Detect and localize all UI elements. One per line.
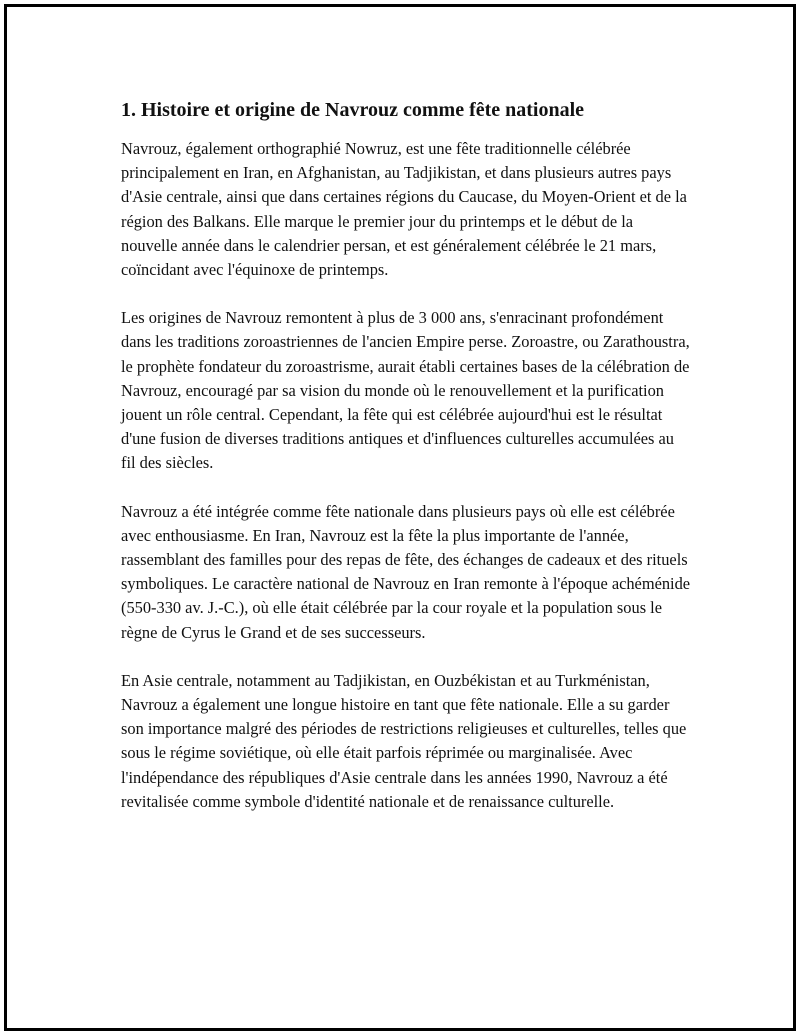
paragraph: Navrouz, également orthographié Nowruz, est une fête traditionnelle célébrée principalement en Iran, en Afghanistan, au Tadjikistan, et dans plusieurs autres pays d'Asie centrale, ainsi que dans certaines régions du Caucase, du Moyen-Orient et de la région des Balkans. Elle marque le premier jour du printemps et le début de la nouvelle année dans le calendrier persan, et est généralement célébrée le 21 mars, coïncidant avec l'équinoxe de printemps. [121, 139, 687, 280]
paragraph: Les origines de Navrouz remontent à plus de 3 000 ans, s'enracinant profondément dans les traditions zoroastriennes de l'ancien Empire perse. Zoroastre, ou Zarathoustra, le prophète fondateur du zoroastrisme, aurait établi certaines bases de la célébration de Navrouz, encouragé par sa vision du monde où le renouvellement et la purification jouent un rôle central. Cependant, la fête qui est célébrée aujourd'hui est le résultat d'une fusion de diverses traditions antiques et d'influences culturelles accumulées au fil des siècles. [121, 308, 690, 473]
document-body [121, 97, 691, 838]
page-frame [4, 4, 796, 1031]
paragraph: En Asie centrale, notamment au Tadjikistan, en Ouzbékistan et au Turkménistan, Navrouz a également une longue histoire en tant que fête nationale. Elle a su garder son importance malgré des périodes de restrictions religieuses et culturelles, telles que sous le régime soviétique, où elle était parfois réprimée ou marginalisée. Avec l'indépendance des républiques d'Asie centrale dans les années 1990, Navrouz a été revitalisée comme symbole d'identité nationale et de renaissance culturelle. [121, 670, 687, 811]
section-heading: 1. Histoire et origine de Navrouz comme fête nationale [121, 99, 585, 121]
paragraph: Navrouz a été intégrée comme fête nationale dans plusieurs pays où elle est célébrée avec enthousiasme. En Iran, Navrouz est la fête la plus importante de l'année, rassemblant des familles pour des repas de fête, des échanges de cadeaux et des rituels symboliques. Le caractère national de Navrouz en Iran remonte à l'époque achéménide (550-330 av. J.-C.), où elle était célébrée par la cour royale et la population sous le règne de Cyrus le Grand et de ses successeurs. [121, 501, 691, 642]
